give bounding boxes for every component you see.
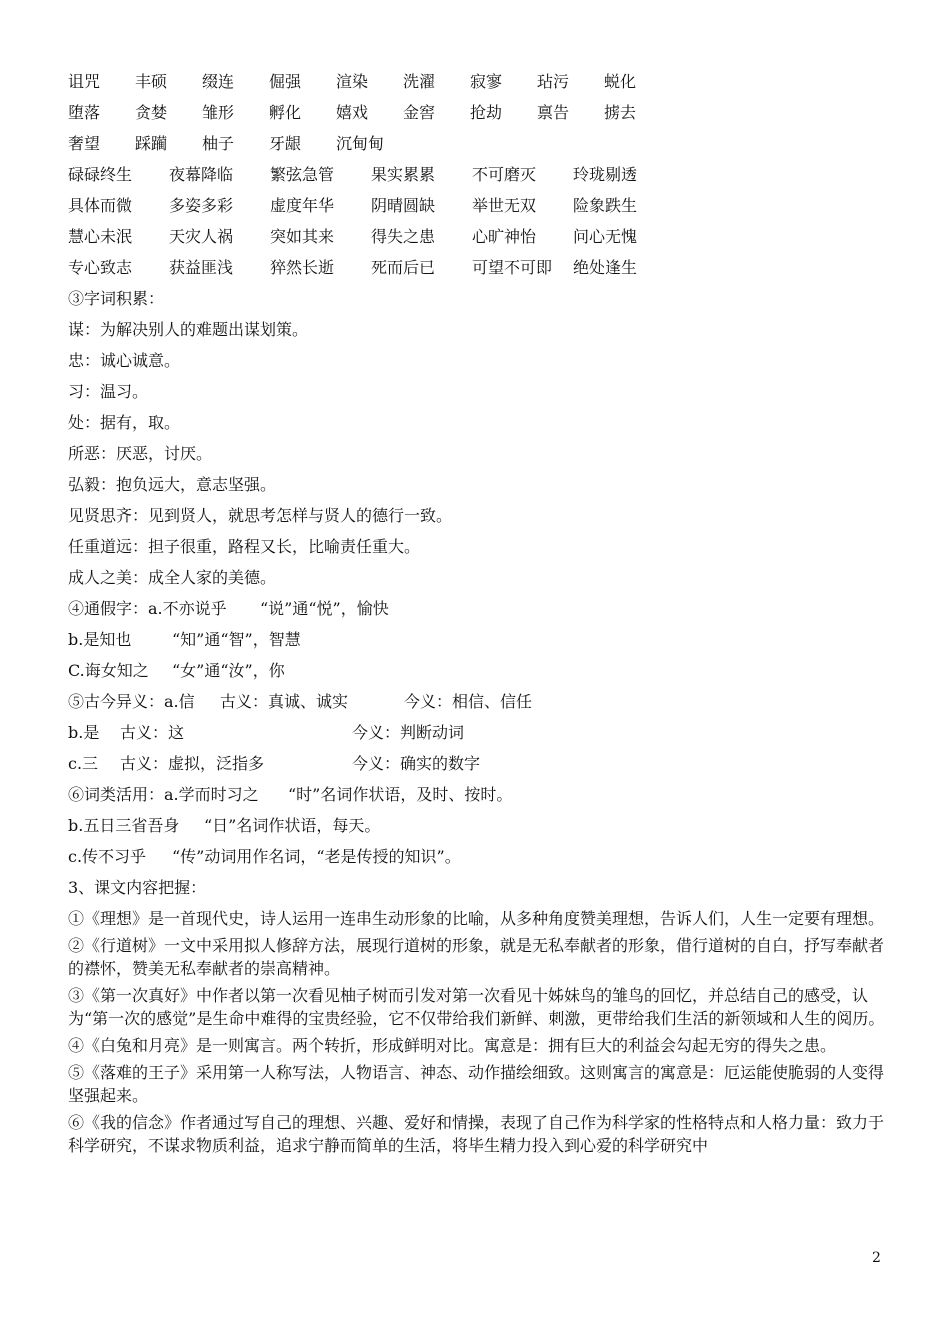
word-item: 嬉戏	[336, 103, 369, 122]
content-paragraph: ⑥《我的信念》作者通过写自己的理想、兴趣、爱好和情操，表现了自己作为科学家的性格特点和人格力量：致力于科学研究，不谋求物质利益，追求宁静而简单的生活，将毕生精力投入到心爱的科学研究中	[68, 1113, 885, 1155]
gujin-ancient: 古义：这	[120, 723, 185, 742]
idiom-item: 阴晴圆缺	[371, 196, 436, 215]
tongjia-section	[68, 593, 890, 686]
word-item: 丰硕	[135, 72, 168, 91]
idiom-list	[68, 159, 890, 283]
idiom-item: 专心致志	[68, 258, 133, 277]
word-item: 抢劫	[470, 103, 503, 122]
idiom-item: 突如其来	[270, 227, 335, 246]
vocab-item: 见贤思齐：见到贤人，就思考怎样与贤人的德行一致。	[68, 506, 453, 525]
cilei-note: “时”名词作状语，及时、按时。	[288, 785, 513, 804]
word-item: 诅咒	[68, 72, 101, 91]
word-item: 沉甸甸	[336, 134, 385, 153]
word-item: 堕落	[68, 103, 101, 122]
gujin-line	[68, 748, 890, 779]
word-item: 牙龈	[269, 134, 302, 153]
idiom-item: 心旷神怡	[472, 227, 537, 246]
vocab-item: 处：据有，取。	[68, 413, 181, 432]
gujin-line	[68, 717, 890, 748]
cilei-line	[68, 779, 890, 810]
idiom-row	[68, 159, 890, 190]
gujin-ancient: 古义：真诚、诚实	[220, 692, 349, 711]
gujin-word: c.三	[68, 754, 99, 773]
idiom-item: 猝然长逝	[270, 258, 335, 277]
vocab-item: 任重道远：担子很重，路程又长，比喻责任重大。	[68, 537, 421, 556]
gujin-ancient: 古义：虚拟，泛指多	[120, 754, 265, 773]
content-paragraph: ⑤《落难的王子》采用第一人称写法，人物语言、神态、动作描绘细致。这则寓言的寓意是：厄运能使脆弱的人变得坚强起来。	[68, 1063, 885, 1105]
idiom-item: 得失之患	[371, 227, 436, 246]
idiom-item: 死而后已	[371, 258, 436, 277]
gujin-word: ⑤古今异义：a.信	[68, 692, 195, 711]
gujin-modern: 今义：判断动词	[352, 723, 465, 742]
word-item: 奢望	[68, 134, 101, 153]
cilei-line	[68, 810, 890, 841]
idiom-item: 举世无双	[472, 196, 537, 215]
word-item: 缀连	[202, 72, 235, 91]
word-item: 寂寥	[470, 72, 503, 91]
word-item: 蜕化	[604, 72, 637, 91]
tongjia-note: “女”通“汝”，你	[172, 661, 285, 680]
tongjia-note: “知”通“智”，智慧	[172, 630, 301, 649]
word-row	[68, 128, 890, 159]
gujin-word: b.是	[68, 723, 100, 742]
word-row	[68, 66, 890, 97]
cilei-note: “传”动词用作名词，“老是传授的知识”。	[172, 847, 461, 866]
tongjia-line	[68, 593, 890, 624]
tongjia-word: ④通假字：a.不亦说乎	[68, 599, 227, 618]
word-item: 禀告	[537, 103, 570, 122]
gujin-line	[68, 686, 890, 717]
idiom-item: 玲珑剔透	[573, 165, 638, 184]
idiom-item: 不可磨灭	[472, 165, 537, 184]
idiom-item: 获益匪浅	[169, 258, 234, 277]
cilei-note: “日”名词作状语，每天。	[204, 816, 381, 835]
gujin-section	[68, 686, 890, 779]
idiom-item: 具体而微	[68, 196, 133, 215]
idiom-item: 夜幕降临	[169, 165, 234, 184]
tongjia-line	[68, 624, 890, 655]
vocab-item: 弘毅：抱负远大，意志坚强。	[68, 475, 277, 494]
idiom-row	[68, 190, 890, 221]
word-item: 渲染	[336, 72, 369, 91]
word-item: 雏形	[202, 103, 235, 122]
word-item: 掳去	[604, 103, 637, 122]
idiom-row	[68, 221, 890, 252]
vocab-item: 忠：诚心诚意。	[68, 351, 181, 370]
idiom-item: 问心无愧	[573, 227, 638, 246]
idiom-item: 多姿多彩	[169, 196, 234, 215]
word-row	[68, 97, 890, 128]
content-paragraph: ④《白兔和月亮》是一则寓言。两个转折，形成鲜明对比。寓意是：拥有巨大的利益会勾起无穷的得失之患。	[68, 1036, 837, 1055]
tongjia-word: C.诲女知之	[68, 661, 149, 680]
idiom-item: 天灾人祸	[169, 227, 234, 246]
content-section	[68, 872, 890, 1157]
cilei-line	[68, 841, 890, 872]
idiom-item: 碌碌终生	[68, 165, 133, 184]
word-list	[68, 66, 890, 159]
cilei-word: ⑥词类活用：a.学而时习之	[68, 785, 259, 804]
idiom-item: 可望不可即	[472, 258, 553, 277]
vocab-item: 谋：为解决别人的难题出谋划策。	[68, 320, 309, 339]
page-number: 2	[872, 1250, 881, 1266]
tongjia-note: “说”通“悦”，愉快	[260, 599, 389, 618]
tongjia-line	[68, 655, 890, 686]
content-paragraph: ②《行道树》一文中采用拟人修辞方法，展现行道树的形象，就是无私奉献者的形象，借行道树的自白，抒写奉献者的襟怀，赞美无私奉献者的崇高精神。	[68, 936, 885, 978]
idiom-item: 险象跌生	[573, 196, 638, 215]
content-paragraph: ③《第一次真好》中作者以第一次看见柚子树而引发对第一次看见十姊妹鸟的雏鸟的回忆，并总结自己的感受，认为“第一次的感觉”是生命中难得的宝贵经验，它不仅带给我们新鲜、刺激，更带给我们生活的新领域和人生的阅历。	[68, 986, 885, 1028]
tongjia-word: b.是知也	[68, 630, 132, 649]
idiom-row	[68, 252, 890, 283]
word-item: 柚子	[202, 134, 235, 153]
word-item: 洗濯	[403, 72, 436, 91]
cilei-word: c.传不习乎	[68, 847, 147, 866]
document-page	[68, 66, 890, 1161]
word-item: 孵化	[269, 103, 302, 122]
idiom-item: 繁弦急管	[270, 165, 335, 184]
word-item: 玷污	[537, 72, 570, 91]
vocab-item: 所恶：厌恶，讨厌。	[68, 444, 213, 463]
vocab-item: 成人之美：成全人家的美德。	[68, 568, 277, 587]
idiom-item: 果实累累	[371, 165, 436, 184]
vocab-item: 习：温习。	[68, 382, 149, 401]
cilei-word: b.五日三省吾身	[68, 816, 180, 835]
word-item: 贪婪	[135, 103, 168, 122]
content-paragraph: ①《理想》是一首现代史，诗人运用一连串生动形象的比喻，从多种角度赞美理想，告诉人们，人生一定要有理想。	[68, 909, 885, 928]
section-heading: ③字词积累：	[68, 289, 165, 308]
gujin-modern: 今义：确实的数字	[352, 754, 481, 773]
vocab-section	[68, 283, 890, 593]
cilei-section	[68, 779, 890, 872]
idiom-item: 虚度年华	[270, 196, 335, 215]
word-item: 金窖	[403, 103, 436, 122]
idiom-item: 绝处逢生	[573, 258, 638, 277]
word-item: 踩躏	[135, 134, 168, 153]
section-heading: 3、课文内容把握：	[68, 878, 207, 897]
gujin-modern: 今义：相信、信任	[404, 692, 533, 711]
idiom-item: 慧心未泯	[68, 227, 133, 246]
word-item: 倔强	[269, 72, 302, 91]
